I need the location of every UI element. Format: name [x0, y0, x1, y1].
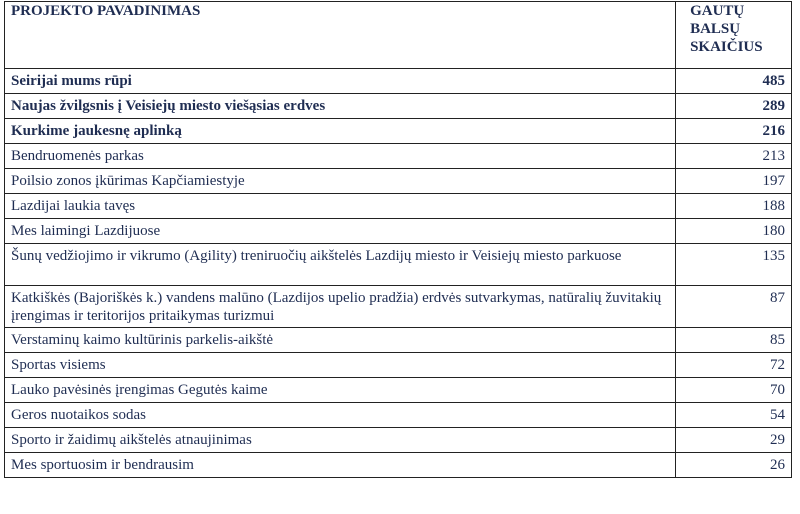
- table-row: [5, 194, 792, 219]
- vote-count: 216: [676, 119, 792, 144]
- vote-count: 188: [676, 194, 792, 219]
- vote-count: 213: [676, 144, 792, 169]
- table-row: [5, 403, 792, 428]
- table-row: [5, 69, 792, 94]
- project-name: Geros nuotaikos sodas: [5, 403, 676, 428]
- table-row: [5, 428, 792, 453]
- votes-table: [4, 1, 792, 478]
- project-name: Sportas visiems: [5, 353, 676, 378]
- vote-count: 29: [676, 428, 792, 453]
- vote-count: 54: [676, 403, 792, 428]
- table-row: [5, 328, 792, 353]
- header-votes-count: GAUTŲ BALSŲ SKAIČIUS: [676, 2, 792, 69]
- project-name: Kurkime jaukesnę aplinką: [5, 119, 676, 144]
- project-name: Bendruomenės parkas: [5, 144, 676, 169]
- project-name: Seirijai mums rūpi: [5, 69, 676, 94]
- vote-count: 26: [676, 453, 792, 478]
- vote-count: 85: [676, 328, 792, 353]
- table-row: [5, 144, 792, 169]
- table-row: [5, 286, 792, 328]
- vote-count: 289: [676, 94, 792, 119]
- table-row: [5, 378, 792, 403]
- vote-count: 180: [676, 219, 792, 244]
- project-name: Lazdijai laukia tavęs: [5, 194, 676, 219]
- project-name: Poilsio zonos įkūrimas Kapčiamiestyje: [5, 169, 676, 194]
- table-row: [5, 219, 792, 244]
- table-row: [5, 94, 792, 119]
- table-row: [5, 169, 792, 194]
- project-name: Sporto ir žaidimų aikštelės atnaujinimas: [5, 428, 676, 453]
- vote-count: 72: [676, 353, 792, 378]
- table-row: [5, 353, 792, 378]
- header-row: [5, 2, 792, 69]
- table-row: [5, 453, 792, 478]
- table-body: [5, 69, 792, 478]
- project-name: Mes laimingi Lazdijuose: [5, 219, 676, 244]
- vote-count: 197: [676, 169, 792, 194]
- vote-count: 135: [676, 244, 792, 286]
- project-name: Mes sportuosim ir bendrausim: [5, 453, 676, 478]
- project-name: Verstaminų kaimo kultūrinis parkelis-aikštė: [5, 328, 676, 353]
- vote-count: 87: [676, 286, 792, 328]
- header-project-name: PROJEKTO PAVADINIMAS: [5, 2, 676, 69]
- project-name: Lauko pavėsinės įrengimas Gegutės kaime: [5, 378, 676, 403]
- project-name: Šunų vedžiojimo ir vikrumo (Agility) treniruočių aikštelės Lazdijų miesto ir Veisiejų miesto parkuose: [5, 244, 676, 286]
- table-row: [5, 244, 792, 286]
- project-name: Naujas žvilgsnis į Veisiejų miesto viešąsias erdves: [5, 94, 676, 119]
- vote-count: 70: [676, 378, 792, 403]
- vote-count: 485: [676, 69, 792, 94]
- table-row: [5, 119, 792, 144]
- project-name: Katkiškės (Bajoriškės k.) vandens malūno (Lazdijos upelio pradžia) erdvės sutvarkymas, natūralių žuvitakių įrengimas ir teritorijos pritaikymas turizmui: [5, 286, 676, 328]
